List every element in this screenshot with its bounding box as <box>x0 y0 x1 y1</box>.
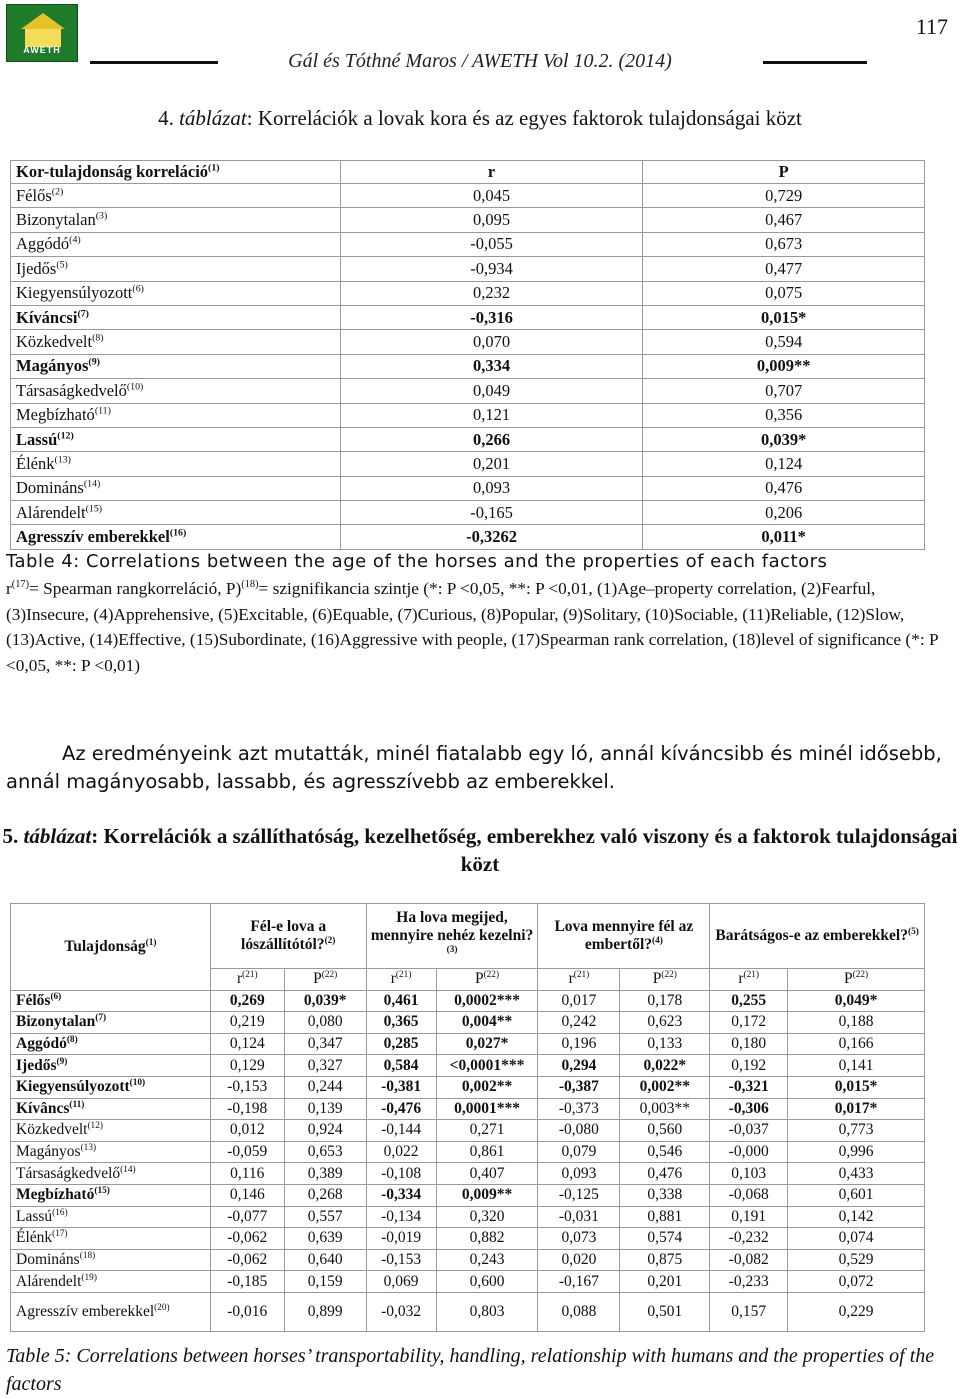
table4-p-cell: 0,467 <box>643 208 925 232</box>
table4-r-cell: 0,045 <box>340 184 643 208</box>
table4-title-num: 4. <box>158 106 174 130</box>
table4-property-cell: Kíváncsi$^{(7)}$ <box>11 305 341 329</box>
table5-value-cell: 0,022 <box>366 1141 436 1163</box>
table4-property-cell: Agresszív emberekkel$^{(16)}$ <box>11 525 341 549</box>
table4-row <box>11 257 925 281</box>
table5-value-cell: 0,178 <box>620 990 710 1012</box>
table5-value-cell: -0,387 <box>538 1076 620 1098</box>
table5-property-cell: Agresszív emberekkel$^{(20)}$ <box>11 1292 211 1331</box>
table5-value-cell: -0,153 <box>366 1249 436 1271</box>
table5-value-cell: 0,882 <box>436 1228 538 1250</box>
table5-value-cell: 0,124 <box>210 1033 284 1055</box>
table4-row <box>11 208 925 232</box>
table4-row <box>11 501 925 525</box>
table5-value-cell: -0,373 <box>538 1098 620 1120</box>
table4-p-cell: 0,594 <box>643 330 925 354</box>
table4-r-cell: 0,334 <box>340 354 643 378</box>
table5-subheader-r: $r^{(21)}$ <box>210 969 284 991</box>
table5-value-cell: 0,072 <box>788 1271 925 1293</box>
table5-value-cell: 0,560 <box>620 1120 710 1142</box>
table5-header-row <box>11 904 925 969</box>
table4-property-cell: Ijedős$^{(5)}$ <box>11 257 341 281</box>
table4-r-cell: 0,049 <box>340 379 643 403</box>
table5-value-cell: 0,0002*** <box>436 990 538 1012</box>
table5-header-group4: Barátságos-e az emberekkel?$^{(5)}$ <box>710 904 925 969</box>
table4-property-cell: Megbízható$^{(11)}$ <box>11 403 341 427</box>
table5-row <box>11 1249 925 1271</box>
table5-row <box>11 1228 925 1250</box>
table5-value-cell: 0,180 <box>710 1033 788 1055</box>
table4-p-cell: 0,039* <box>643 427 925 451</box>
table4-row <box>11 403 925 427</box>
table5-value-cell: 0,803 <box>436 1292 538 1331</box>
table5-row <box>11 1033 925 1055</box>
table5-row <box>11 1055 925 1077</box>
table4-title-label: táblázat <box>179 106 247 130</box>
table4-r-cell: 0,093 <box>340 476 643 500</box>
table5-subheader-p: $P^{(22)}$ <box>284 969 366 991</box>
logo-roof-shape <box>21 13 65 29</box>
table5-value-cell: 0,365 <box>366 1012 436 1034</box>
table5-title-label: táblázat <box>23 824 92 848</box>
table5-property-cell: Közkedvelt$^{(12)}$ <box>11 1120 211 1142</box>
notes-p-sup: (18) <box>241 579 259 591</box>
table5-value-cell: 0,389 <box>284 1163 366 1185</box>
table5-value-cell: -0,233 <box>710 1271 788 1293</box>
table4-title <box>0 106 960 131</box>
table4-p-cell: 0,206 <box>643 501 925 525</box>
table5-value-cell: 0,269 <box>210 990 284 1012</box>
table5-value-cell: 0,219 <box>210 1012 284 1034</box>
table5-value-cell: 0,557 <box>284 1206 366 1228</box>
table5-value-cell: 0,004** <box>436 1012 538 1034</box>
table4-row <box>11 232 925 256</box>
table5-value-cell: 0,009** <box>436 1184 538 1206</box>
table5-value-cell: 0,861 <box>436 1141 538 1163</box>
table5-property-cell: Félős$^{(6)}$ <box>11 990 211 1012</box>
table5-value-cell: 0,017 <box>538 990 620 1012</box>
table4-property-cell: Lassú$^{(12)}$ <box>11 427 341 451</box>
table5-row <box>11 990 925 1012</box>
table4-property-cell: Alárendelt$^{(15)}$ <box>11 501 341 525</box>
table4-row <box>11 184 925 208</box>
table5-value-cell: 0,546 <box>620 1141 710 1163</box>
table5-value-cell: 0,088 <box>538 1292 620 1331</box>
table4-row <box>11 379 925 403</box>
table5-value-cell: 0,080 <box>284 1012 366 1034</box>
table5-value-cell: -0,232 <box>710 1228 788 1250</box>
table4-r-cell: 0,232 <box>340 281 643 305</box>
table5-value-cell: -0,381 <box>366 1076 436 1098</box>
table5-value-cell: 0,129 <box>210 1055 284 1077</box>
table5-value-cell: 0,133 <box>620 1033 710 1055</box>
table4-p-cell: 0,476 <box>643 476 925 500</box>
table5-value-cell: 0,773 <box>788 1120 925 1142</box>
table5-value-cell: 0,039* <box>284 990 366 1012</box>
table5-value-cell: 0,320 <box>436 1206 538 1228</box>
table4-header-label: Kor-tulajdonság korreláció$^{(1)}$ <box>11 161 341 184</box>
table5-value-cell: 0,244 <box>284 1076 366 1098</box>
table5-value-cell: -0,198 <box>210 1098 284 1120</box>
table4-property-cell: Aggódó$^{(4)}$ <box>11 232 341 256</box>
table5-value-cell: -0,059 <box>210 1141 284 1163</box>
table4-property-cell: Domináns$^{(14)}$ <box>11 476 341 500</box>
table5-value-cell: 0,501 <box>620 1292 710 1331</box>
table5-property-cell: Alárendelt$^{(19)}$ <box>11 1271 211 1293</box>
running-title: Gál és Tóthné Maros / AWETH Vol 10.2. (2014) <box>288 50 672 72</box>
table5-property-cell: Társaságkedvelő$^{(14)}$ <box>11 1163 211 1185</box>
table5-value-cell: 0,476 <box>620 1163 710 1185</box>
table5-row <box>11 1076 925 1098</box>
table5-value-cell: 0,529 <box>788 1249 925 1271</box>
table5-value-cell: -0,062 <box>210 1249 284 1271</box>
table5-subheader-p: $P^{(22)}$ <box>788 969 925 991</box>
table4-property-cell: Magányos$^{(9)}$ <box>11 354 341 378</box>
table5-value-cell: 0,079 <box>538 1141 620 1163</box>
table5-row <box>11 1098 925 1120</box>
table5-value-cell: -0,306 <box>710 1098 788 1120</box>
table5-title <box>0 822 960 878</box>
table5-value-cell: 0,139 <box>284 1098 366 1120</box>
table4-row <box>11 281 925 305</box>
table5-value-cell: -0,080 <box>538 1120 620 1142</box>
table5-value-cell: 0,294 <box>538 1055 620 1077</box>
table4-r-cell: 0,121 <box>340 403 643 427</box>
table4-row <box>11 452 925 476</box>
table5-value-cell: -0,334 <box>366 1184 436 1206</box>
table5-value-cell: 0,159 <box>284 1271 366 1293</box>
table4-row <box>11 427 925 451</box>
table4-property-cell: Élénk$^{(13)}$ <box>11 452 341 476</box>
notes-r-sup: (17) <box>11 579 30 591</box>
table5-value-cell: 0,407 <box>436 1163 538 1185</box>
table5-value-cell: -0,321 <box>710 1076 788 1098</box>
table5-property-cell: Aggódó$^{(8)}$ <box>11 1033 211 1055</box>
table4-property-cell: Társaságkedvelő$^{(10)}$ <box>11 379 341 403</box>
table5-value-cell: 0,242 <box>538 1012 620 1034</box>
table4-r-cell: -0,316 <box>340 305 643 329</box>
table5-value-cell: -0,000 <box>710 1141 788 1163</box>
table5-value-cell: 0,0001*** <box>436 1098 538 1120</box>
table5-value-cell: 0,188 <box>788 1012 925 1034</box>
table5-row <box>11 1206 925 1228</box>
table5-property-cell: Megbízható$^{(15)}$ <box>11 1184 211 1206</box>
table5-value-cell: -0,185 <box>210 1271 284 1293</box>
table4-property-cell: Félős$^{(2)}$ <box>11 184 341 208</box>
table5-value-cell: 0,601 <box>788 1184 925 1206</box>
table5-value-cell: 0,600 <box>436 1271 538 1293</box>
table5-value-cell: 0,142 <box>788 1206 925 1228</box>
table5-value-cell: 0,639 <box>284 1228 366 1250</box>
table4-p-cell: 0,729 <box>643 184 925 208</box>
table5-value-cell: 0,229 <box>788 1292 925 1331</box>
table5-value-cell: 0,073 <box>538 1228 620 1250</box>
table5-value-cell: 0,069 <box>366 1271 436 1293</box>
table5-value-cell: 0,003** <box>620 1098 710 1120</box>
logo-text: AWETH <box>23 45 61 55</box>
table5 <box>10 903 925 1332</box>
table5-value-cell: 0,285 <box>366 1033 436 1055</box>
table4-caption: Table 4: Correlations between the age of the horses and the properties of each factors <box>6 551 828 572</box>
table5-value-cell: 0,015* <box>788 1076 925 1098</box>
table4-p-cell: 0,015* <box>643 305 925 329</box>
table4-row <box>11 305 925 329</box>
table5-value-cell: 0,881 <box>620 1206 710 1228</box>
table5-title-rest: : Korrelációk a szállíthatóság, kezelhetőség, emberekhez való viszony és a faktorok tulajdonságai közt <box>91 824 958 876</box>
table4-p-cell: 0,477 <box>643 257 925 281</box>
table4-property-cell: Bizonytalan$^{(3)}$ <box>11 208 341 232</box>
table5-value-cell: -0,019 <box>366 1228 436 1250</box>
table4-p-cell: 0,356 <box>643 403 925 427</box>
table5-property-cell: Ijedős$^{(9)}$ <box>11 1055 211 1077</box>
table5-row <box>11 1012 925 1034</box>
table4-title-rest: : Korrelációk a lovak kora és az egyes faktorok tulajdonságai közt <box>246 106 802 130</box>
table4-header-row <box>11 161 925 184</box>
table4-header-p: P <box>643 161 925 184</box>
table5-value-cell: 0,093 <box>538 1163 620 1185</box>
table4-header-r: r <box>340 161 643 184</box>
table5-value-cell: 0,191 <box>710 1206 788 1228</box>
table5-subheader-r: $r^{(21)}$ <box>366 969 436 991</box>
table4-property-cell: Kiegyensúlyozott$^{(6)}$ <box>11 281 341 305</box>
table4-p-cell: 0,673 <box>643 232 925 256</box>
table5-value-cell: 0,461 <box>366 990 436 1012</box>
table5-value-cell: <0,0001*** <box>436 1055 538 1077</box>
table5-value-cell: 0,192 <box>710 1055 788 1077</box>
table5-subheader-p: $P^{(22)}$ <box>620 969 710 991</box>
table5-header-group1: Fél-e lova a lószállítótól?$^{(2)}$ <box>210 904 366 969</box>
table5-value-cell: 0,020 <box>538 1249 620 1271</box>
table5-value-cell: 0,022* <box>620 1055 710 1077</box>
table5-value-cell: 0,338 <box>620 1184 710 1206</box>
table5-value-cell: 0,433 <box>788 1163 925 1185</box>
table5-property-cell: Élénk$^{(17)}$ <box>11 1228 211 1250</box>
table5-property-cell: Domináns$^{(18)}$ <box>11 1249 211 1271</box>
table5-value-cell: 0,243 <box>436 1249 538 1271</box>
table5-value-cell: -0,037 <box>710 1120 788 1142</box>
table5-row <box>11 1120 925 1142</box>
table4-row <box>11 330 925 354</box>
table4-p-cell: 0,009** <box>643 354 925 378</box>
table5-value-cell: -0,077 <box>210 1206 284 1228</box>
table5-value-cell: 0,271 <box>436 1120 538 1142</box>
table4-property-cell: Közkedvelt$^{(8)}$ <box>11 330 341 354</box>
table5-value-cell: 0,196 <box>538 1033 620 1055</box>
table4-r-cell: -0,3262 <box>340 525 643 549</box>
table4-r-cell: 0,095 <box>340 208 643 232</box>
table5-row <box>11 1141 925 1163</box>
table5-value-cell: 0,327 <box>284 1055 366 1077</box>
table5-header-property: Tulajdonság$^{(1)}$ <box>11 904 211 991</box>
table5-value-cell: -0,108 <box>366 1163 436 1185</box>
table4-p-cell: 0,011* <box>643 525 925 549</box>
table5-value-cell: 0,049* <box>788 990 925 1012</box>
table5-subheader-r: $r^{(21)}$ <box>538 969 620 991</box>
table4-r-cell: -0,165 <box>340 501 643 525</box>
table5-caption: Table 5: Correlations between horses’ transportability, handling, relationship with humans and the properties of the factors <box>6 1345 935 1395</box>
table5-property-cell: Lassú$^{(16)}$ <box>11 1206 211 1228</box>
table4 <box>10 160 925 550</box>
table5-value-cell: 0,074 <box>788 1228 925 1250</box>
table5-value-cell: -0,016 <box>210 1292 284 1331</box>
table4-row <box>11 354 925 378</box>
table5-value-cell: 0,623 <box>620 1012 710 1034</box>
table5-value-cell: 0,012 <box>210 1120 284 1142</box>
table5-value-cell: -0,153 <box>210 1076 284 1098</box>
table5-title-num: 5. <box>2 824 19 848</box>
table5-value-cell: 0,584 <box>366 1055 436 1077</box>
table5-property-cell: Kiegyensúlyozott$^{(10)}$ <box>11 1076 211 1098</box>
table5-value-cell: -0,167 <box>538 1271 620 1293</box>
table5-value-cell: 0,924 <box>284 1120 366 1142</box>
table5-property-cell: Magányos$^{(13)}$ <box>11 1141 211 1163</box>
table4-r-cell: -0,934 <box>340 257 643 281</box>
table5-value-cell: 0,653 <box>284 1141 366 1163</box>
table5-property-cell: Bizonytalan$^{(7)}$ <box>11 1012 211 1034</box>
table5-value-cell: 0,103 <box>710 1163 788 1185</box>
table5-value-cell: -0,032 <box>366 1292 436 1331</box>
table5-value-cell: 0,574 <box>620 1228 710 1250</box>
table5-value-cell: 0,116 <box>210 1163 284 1185</box>
table5-value-cell: 0,027* <box>436 1033 538 1055</box>
table5-value-cell: -0,144 <box>366 1120 436 1142</box>
table5-value-cell: 0,899 <box>284 1292 366 1331</box>
table5-value-cell: 0,996 <box>788 1141 925 1163</box>
table5-value-cell: -0,031 <box>538 1206 620 1228</box>
table5-value-cell: 0,172 <box>710 1012 788 1034</box>
notes-part2: = szignifikancia szintje (*: P <0,05, **: P <0,01, (1)Age–property correlation, (2)Fearful, (3)Insecure, (4)Apprehensive, (5)Excitable, (6)Equable, (7)Curious, (8)Popular, (9)Solitary, (10)Sociable, (11)Reliable, (12)Slow, (13)Active, (14)Effective, (15)Subordinate, (16)Aggressive with people, (17)Spearman rank correlation, (18)level of significance (*: P <0,05, **: P <0,01) <box>6 579 938 675</box>
table4-row <box>11 476 925 500</box>
table4-p-cell: 0,707 <box>643 379 925 403</box>
table5-value-cell: 0,002** <box>436 1076 538 1098</box>
table5-value-cell: -0,082 <box>710 1249 788 1271</box>
table5-value-cell: 0,166 <box>788 1033 925 1055</box>
table5-row <box>11 1163 925 1185</box>
table4-r-cell: 0,266 <box>340 427 643 451</box>
table4-notes: $r^{(17)}=$ Spearman rangkorreláció, P)$^{(18)}$= szignifikancia szintje (*: P <0,05, **: P <0,01, (1)Age–property correlation, (2)Fearful, (3)Insecure, (4)Apprehensive, (5)Excitable, (6)Equable, (7)Curious, (8)Popular, (9)Solitary, (10)Sociable, (11)Reliable, (12)Slow, (13)Active, (14)Effective, (15)Subordinate, (16)Aggressive with people, (17)Spearman rank correlation, (18)level of significance (*: P <0,05, **: P <0,01) <box>6 579 938 675</box>
table4-r-cell: -0,055 <box>340 232 643 256</box>
table5-value-cell: 0,157 <box>710 1292 788 1331</box>
table5-value-cell: -0,476 <box>366 1098 436 1120</box>
table5-subheader-r: $r^{(21)}$ <box>710 969 788 991</box>
table5-value-cell: -0,125 <box>538 1184 620 1206</box>
table4-p-cell: 0,124 <box>643 452 925 476</box>
table4-row <box>11 525 925 549</box>
table5-value-cell: 0,875 <box>620 1249 710 1271</box>
table5-header-group3: Lova mennyire fél az embertől?$^{(4)}$ <box>538 904 710 969</box>
table5-header-group2: Ha lova megijed, mennyire nehéz kezelni?$^{(3)}$ <box>366 904 538 969</box>
table5-row <box>11 1271 925 1293</box>
notes-part1: = Spearman rangkorreláció, P) <box>29 579 242 598</box>
table5-value-cell: 0,146 <box>210 1184 284 1206</box>
table5-value-cell: 0,017* <box>788 1098 925 1120</box>
table5-value-cell: -0,068 <box>710 1184 788 1206</box>
table5-value-cell: -0,062 <box>210 1228 284 1250</box>
table5-property-cell: Kívâncs$^{(11)}$ <box>11 1098 211 1120</box>
table5-row <box>11 1184 925 1206</box>
page-number: 117 <box>915 14 948 39</box>
table5-value-cell: 0,141 <box>788 1055 925 1077</box>
table5-value-cell: 0,201 <box>620 1271 710 1293</box>
results-text: Az eredményeink azt mutatták, minél fiatalabb egy ló, annál kíváncsibb és minél idősebb, annál magányosabb, lassabb, és agresszívebb az emberekkel. <box>6 742 942 793</box>
results-paragraph <box>6 740 956 796</box>
table5-subheader-p: $P^{(22)}$ <box>436 969 538 991</box>
table5-value-cell: 0,347 <box>284 1033 366 1055</box>
table4-r-cell: 0,070 <box>340 330 643 354</box>
table5-value-cell: 0,255 <box>710 990 788 1012</box>
table5-row <box>11 1292 925 1331</box>
table5-value-cell: 0,640 <box>284 1249 366 1271</box>
table4-r-cell: 0,201 <box>340 452 643 476</box>
table5-value-cell: 0,002** <box>620 1076 710 1098</box>
table4-p-cell: 0,075 <box>643 281 925 305</box>
table5-value-cell: 0,268 <box>284 1184 366 1206</box>
table5-value-cell: -0,134 <box>366 1206 436 1228</box>
